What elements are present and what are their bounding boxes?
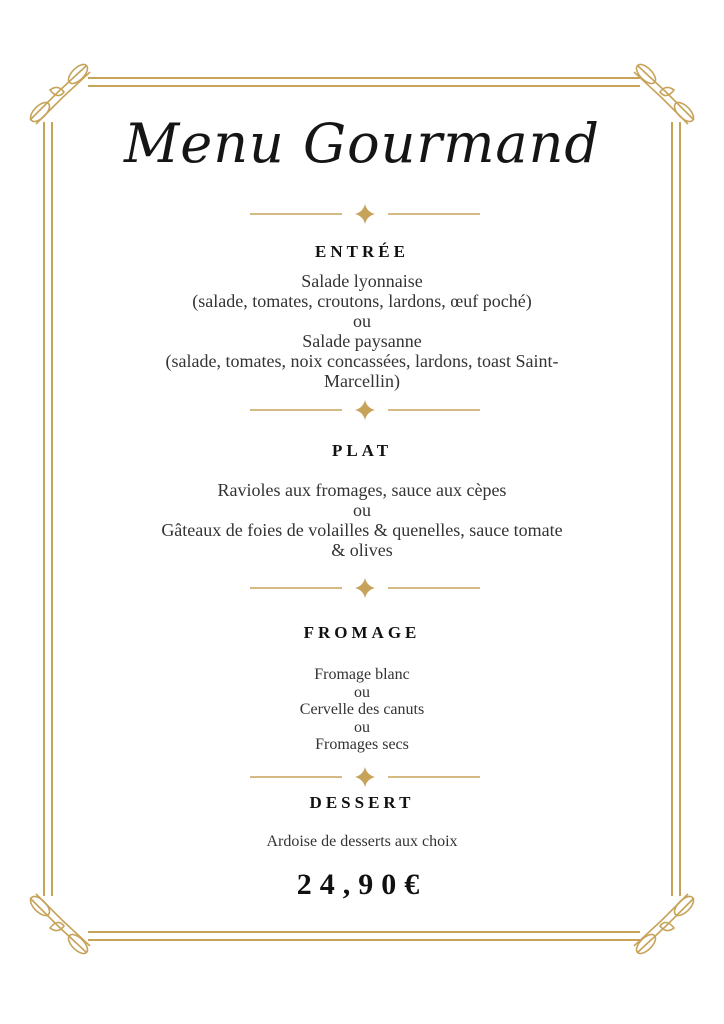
menu-line: Salade lyonnaise bbox=[301, 271, 423, 291]
section-heading-dessert: DESSERT bbox=[309, 793, 415, 812]
menu-title: Menu Gourmand bbox=[124, 112, 600, 175]
star-divider bbox=[250, 204, 480, 224]
star-icon bbox=[355, 767, 375, 787]
menu-line: Cervelle des canuts bbox=[299, 701, 425, 718]
section-heading-entree: ENTRÉE bbox=[315, 242, 409, 261]
star-divider bbox=[250, 578, 480, 598]
menu-line: & olives bbox=[331, 540, 393, 560]
star-divider bbox=[250, 400, 480, 420]
menu-line: Gâteaux de foies de volailles & quenelles, sauce tomate bbox=[161, 520, 563, 540]
menu-line: Ardoise de desserts aux choix bbox=[266, 833, 458, 850]
menu-line: Salade paysanne bbox=[302, 331, 422, 351]
section-heading-fromage: FROMAGE bbox=[303, 623, 421, 642]
star-icon bbox=[355, 578, 375, 598]
corner-ornament-bottom-left bbox=[27, 893, 90, 956]
star-divider bbox=[250, 767, 480, 787]
menu-line: (salade, tomates, croutons, lardons, œuf poché) bbox=[192, 291, 532, 311]
menu-line: Fromage blanc bbox=[314, 666, 410, 683]
menu-line: Marcellin) bbox=[324, 371, 400, 391]
star-icon bbox=[355, 400, 375, 420]
menu-price: 24,90€ bbox=[296, 868, 428, 901]
section-items-fromage bbox=[110, 666, 614, 754]
section-items-dessert bbox=[110, 833, 614, 851]
corner-ornament-bottom-right bbox=[633, 893, 696, 956]
section-items-entree bbox=[110, 271, 614, 391]
menu-line: ou bbox=[354, 718, 370, 736]
section-heading-plat: PLAT bbox=[331, 441, 393, 460]
menu-line: ou bbox=[354, 683, 370, 701]
menu-line: ou bbox=[353, 311, 371, 331]
star-icon bbox=[355, 204, 375, 224]
menu-line: (salade, tomates, noix concassées, lardons, toast Saint- bbox=[165, 351, 559, 371]
menu-line: Ravioles aux fromages, sauce aux cèpes bbox=[217, 480, 507, 500]
menu-line: ou bbox=[353, 500, 371, 520]
section-items-plat bbox=[100, 480, 624, 560]
menu-line: Fromages secs bbox=[315, 736, 409, 753]
